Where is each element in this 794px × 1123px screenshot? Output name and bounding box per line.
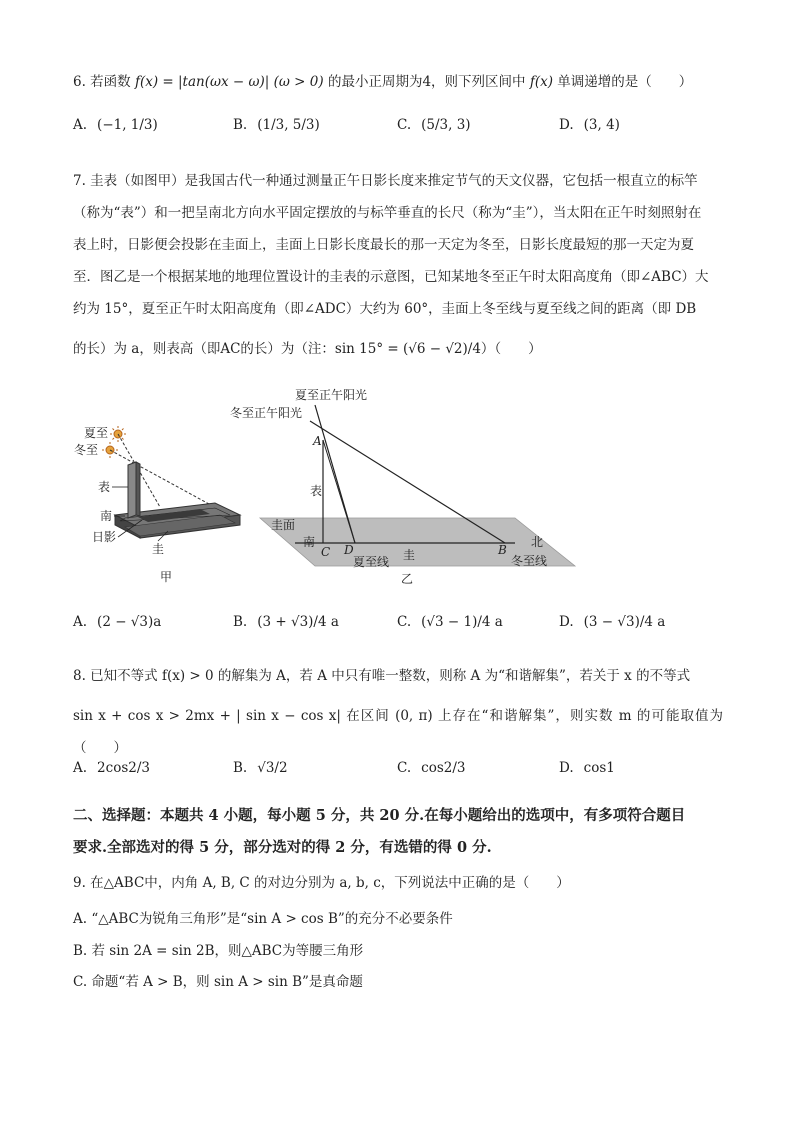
q8-option-c[interactable] xyxy=(397,760,465,776)
q6-option-c[interactable] xyxy=(397,117,471,133)
option-label: A. xyxy=(73,117,88,133)
q7-line: 至．图乙是一个根据某地的地理位置设计的圭表的示意图，已知某地冬至正午时太阳高度角（即∠ABC）大 xyxy=(73,269,709,285)
option-label: B. xyxy=(233,117,248,133)
option-label: A. xyxy=(73,760,88,776)
q8-option-d[interactable] xyxy=(559,760,615,776)
option-text: (5/3, 3) xyxy=(421,117,471,133)
yi-summer-line-label: 夏至线 xyxy=(353,555,390,569)
option-label: C. xyxy=(397,117,412,133)
q6-text-end: 单调递增的是（ ） xyxy=(557,74,693,90)
option-label: A. xyxy=(73,614,88,630)
q8-line: sin x + cos x > 2mx + | sin x − cos x| 在区间 (0, π) 上存在“和谐解集”，则实数 m 的可能取值为（ ） xyxy=(73,708,723,756)
jia-nan-label: 南 xyxy=(100,509,113,523)
yi-summer-light-label: 夏至正午阳光 xyxy=(295,388,368,402)
q6-option-b[interactable] xyxy=(233,117,320,133)
q7-line: 的长）为 a，则表高（即AC的长）为（注：sin 15° = (√6 − √2)/4）（ ） xyxy=(73,341,542,357)
jia-riying-label: 日影 xyxy=(92,530,117,544)
question-9-stem: 9. 在△ABC中，内角 A, B, C 的对边分别为 a, b, c，下列说法中正确的是（ ） xyxy=(73,875,570,891)
q6-text-post: 的最小正周期为4，则下列区间中 xyxy=(327,74,526,90)
yi-point-d: D xyxy=(344,543,354,557)
jia-caption: 甲 xyxy=(160,570,173,584)
option-text: (√3 − 1)/4 a xyxy=(421,614,503,630)
option-text: (−1, 1/3) xyxy=(97,117,158,133)
q6-option-a[interactable] xyxy=(73,117,158,133)
yi-gui-label: 圭 xyxy=(403,548,416,562)
q6-text-pre: 6. 若函数 xyxy=(73,74,131,90)
q9-option-b[interactable]: B. 若 sin 2A = sin 2B，则△ABC为等腰三角形 xyxy=(73,943,364,959)
option-label: D. xyxy=(559,760,574,776)
q7-line: 表上时，日影便会投影在圭面上，圭面上日影长度最长的那一天定为冬至，日影长度最短的那一天定为夏 xyxy=(73,237,694,253)
option-text: cos1 xyxy=(583,760,615,776)
option-label: C. xyxy=(397,760,412,776)
q6-function-2: f(x) xyxy=(529,74,553,90)
question-6-stem xyxy=(73,72,692,92)
q7-option-a[interactable] xyxy=(73,614,161,630)
section-2-line: 二、选择题：本题共 4 小题，每小题 5 分，共 20 分.在每小题给出的选项中，有多项符合题目 xyxy=(73,807,686,824)
yi-winter-light-label: 冬至正午阳光 xyxy=(230,406,303,420)
q7-option-c[interactable] xyxy=(397,614,503,630)
yi-nan-label: 南 xyxy=(303,535,316,549)
yi-bei-label: 北 xyxy=(531,535,544,549)
yi-guimian-label: 圭面 xyxy=(271,518,296,532)
q7-line: 7. 圭表（如图甲）是我国古代一种通过测量正午日影长度来推定节气的天文仪器，它包括一根直立的标竿 xyxy=(73,173,698,189)
jia-summer-label: 夏至 xyxy=(84,426,109,440)
option-text: (3, 4) xyxy=(583,117,620,133)
option-text: cos2/3 xyxy=(421,760,466,776)
q8-option-a[interactable] xyxy=(73,760,150,776)
option-label: B. xyxy=(233,614,248,630)
section-2-line: 要求.全部选对的得 5 分，部分选对的得 2 分，有选错的得 0 分. xyxy=(73,839,492,856)
yi-caption: 乙 xyxy=(401,572,414,586)
yi-biao-label: 表 xyxy=(310,484,323,498)
option-text: 2cos2/3 xyxy=(97,760,150,776)
question-7-stem xyxy=(73,165,723,365)
option-label: C. xyxy=(397,614,412,630)
option-text: (1/3, 5/3) xyxy=(257,117,320,133)
option-text: (3 + √3)/4 a xyxy=(257,614,339,630)
yi-point-b: B xyxy=(498,543,507,557)
yi-point-c: C xyxy=(321,545,331,559)
q7-line: 约为 15°，夏至正午时太阳高度角（即∠ADC）大约为 60°，圭面上冬至线与夏至线之间的距离（即 DB xyxy=(73,301,697,317)
q6-function: f(x) = |tan(ωx − ω)| (ω > 0) xyxy=(134,74,324,90)
option-text: (3 − √3)/4 a xyxy=(583,614,666,630)
q7-option-b[interactable] xyxy=(233,614,339,630)
q8-option-b[interactable] xyxy=(233,760,288,776)
yi-winter-line-label: 冬至线 xyxy=(511,554,548,568)
option-text: (2 − √3)a xyxy=(97,614,162,630)
q7-option-d[interactable] xyxy=(559,614,665,630)
jia-biao-label: 表 xyxy=(98,480,111,494)
yi-point-a: A xyxy=(313,434,322,448)
option-label: D. xyxy=(559,117,574,133)
figure-yi xyxy=(230,383,575,590)
section-2-heading xyxy=(73,800,723,864)
q9-option-c[interactable]: C. 命题“若 A > B，则 sin A > sin B”是真命题 xyxy=(73,974,363,990)
option-text: √3/2 xyxy=(257,760,288,776)
q9-option-a[interactable]: A. “△ABC为锐角三角形”是“sin A > cos B”的充分不必要条件 xyxy=(73,911,453,927)
option-label: D. xyxy=(559,614,574,630)
q7-line: （称为“表”）和一把呈南北方向水平固定摆放的与标竿垂直的长尺（称为“圭”），当太阳在正午时刻照射在 xyxy=(73,205,702,221)
q6-option-d[interactable] xyxy=(559,117,620,133)
figure-jia xyxy=(70,415,260,590)
jia-winter-label: 冬至 xyxy=(74,443,99,457)
q8-line: 8. 已知不等式 f(x) > 0 的解集为 A，若 A 中只有唯一整数，则称 A 为“和谐解集”，若关于 x 的不等式 xyxy=(73,668,691,684)
jia-gui-label: 圭 xyxy=(152,542,165,556)
option-label: B. xyxy=(233,760,248,776)
question-8-stem xyxy=(73,660,723,764)
